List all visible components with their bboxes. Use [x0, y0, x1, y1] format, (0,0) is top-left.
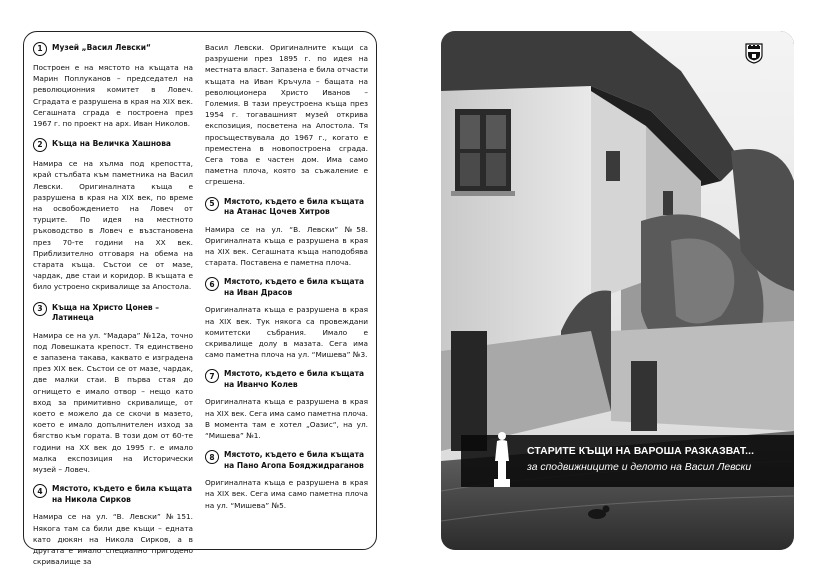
text-panel [23, 31, 377, 567]
section-header [33, 302, 193, 324]
section-body: Оригиналната къща е разрушена в края на XIX век. Сега има само паметна плоча. В момента там е хотел „Оазис“, на ул. “Мишева” №1. [205, 397, 368, 441]
section-title-line: Мястото, където е била къщата [224, 450, 365, 460]
town-crest-icon [745, 43, 763, 68]
section-title-line: Мястото, където е била къщата [224, 369, 365, 379]
cover-banner [461, 435, 794, 487]
text-column-2 [205, 42, 368, 520]
section-body: Намира се на ул. “Мадара” №12а, точно под Ловешката крепост. Тя единствено е запазена такава, каквато е изградена през XIX век. Състои се от мазе, чардак, две малки стаи. В първа стая до огнището е имало отвор – нещо като вход за примитивно скривалище, от което е можело да се скочи в мазето, което е имало допълнителен изход за бягство към гората. В този дом от 60-те години на XX век до 1995 г. е имало малка експозиция на Исторически музей – Ловеч. [33, 330, 193, 475]
section-header [205, 450, 368, 471]
section-title-line: на Никола Сирков [52, 494, 131, 504]
section-header [33, 42, 193, 56]
section-7 [205, 369, 368, 441]
cover-title: СТАРИТЕ КЪЩИ НА ВАРОША РАЗКАЗВАТ... [527, 446, 755, 457]
section-title: Музей „Васил Левски“ [52, 43, 151, 52]
section-3 [33, 302, 193, 476]
section-title-line: на Пано Агопа Бояджидраганов [224, 460, 364, 470]
section-title [52, 484, 192, 505]
cover-panel [441, 31, 794, 550]
section-4-continued [205, 42, 368, 188]
section-header [33, 484, 193, 505]
section-body: Построен е на мястото на къщата на Марин Поплуканов – председател на революционния комитет в Ловеч. Сградата е разрушена в края на XIX век. Сегашната сграда е построена през 1967 г. по проект на арх. Иван Николов. [33, 63, 193, 129]
section-title-line: на Иванчо Колев [224, 379, 298, 389]
section-body-continued: Васил Левски. Оригиналните къщи са разрушени през 1895 г. по идея на местната власт. Запазена е била отчасти къщата на Иван Кръчула – бащата на революционера Христо Иванов – Големия. В тази преустроена къща през 1954 г. тогавашният музей открива експозиция, посветена на Апостола. Тя просъществувала до 1967 г., когато е преместена в новопостроена сграда. Сега това е частен дом. Има само паметна плоча, която за съжаление е сгрешена. [205, 43, 368, 187]
section-number: 6 [205, 277, 219, 291]
section-8 [205, 450, 368, 511]
section-title: Къща на Величка Хашнова [52, 139, 171, 149]
section-header [205, 197, 368, 218]
section-title-line: Мястото, където е била къщата [52, 484, 193, 494]
section-title [224, 197, 364, 218]
section-number: 2 [33, 138, 47, 152]
text-column-1 [33, 42, 193, 574]
section-body: Намира се на хълма под крепостта, край стълбата към паметника на Васил Левски. Оригиналната къща е разрушена в края на XIX век, по време на освобождението на Ловеч от турците. По идея на местното ръководство в Ловеч е възстановена през 70-те години на XX век. Приблизително отговаря на обема на старата къща. Състои се от мазе, чардак, две стаи и коридор. В къщата е било устроено скривалище за Апостола. [33, 159, 193, 292]
cover-subtitle: за сподвижниците и делото на Васил Левски [527, 462, 752, 473]
section-5 [205, 197, 368, 269]
section-header [33, 138, 193, 152]
section-body: Оригиналната къща е разрушена в края на XIX век. Сега има само паметна плоча на ул. “Мишева” №5. [205, 478, 368, 510]
section-number: 7 [205, 369, 219, 383]
section-title-line: на Иван Драсов [224, 287, 293, 297]
section-number: 3 [33, 302, 47, 316]
section-body: Намира се на ул. “В. Левски” №58. Оригиналната къща е разрушена в края на XIX век. Сегашната къща наподобява старата. Поставена е паметна плоча. [205, 224, 368, 268]
section-title: Къща на Христо Цонев – Латинеца [52, 302, 160, 323]
section-1 [33, 42, 193, 129]
section-title [224, 369, 364, 390]
section-number: 8 [205, 450, 219, 464]
monument-silhouette-icon [491, 431, 513, 491]
section-header [205, 277, 368, 298]
section-title-line: Мястото, където е била къщата [224, 277, 365, 287]
section-body: Оригиналната къща е разрушена в края на XIX век. Тук някога са провеждани комитетски събрания. Имало е скривалище долу в мазата. Сега има само паметна плоча на ул. “Мишева” №3. [205, 305, 368, 360]
section-title-line: Мястото, където е била къщата [224, 196, 365, 206]
section-title [224, 450, 364, 471]
section-6 [205, 277, 368, 360]
section-header [205, 369, 368, 390]
section-4 [33, 484, 193, 567]
section-number: 4 [33, 484, 47, 498]
section-number: 5 [205, 197, 219, 211]
section-number: 1 [33, 42, 47, 56]
section-2 [33, 138, 193, 292]
section-title-line: на Атанас Цочев Хитров [224, 207, 330, 217]
section-body: Намира се на ул. “В. Левски” №151. Някога там са били две къщи – едната като дюкян на Никола Сирков, а в другата е имало специално пригодено скривалище за [33, 512, 193, 567]
section-title [224, 277, 364, 298]
